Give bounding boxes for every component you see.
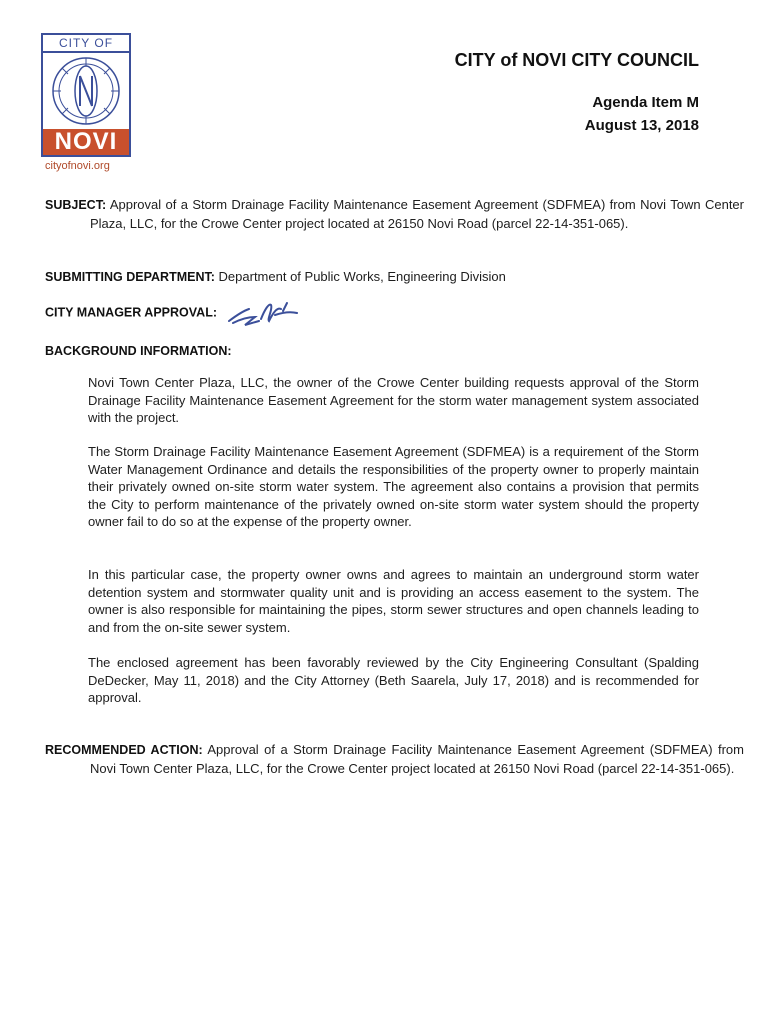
logo-novi-text: NOVI: [43, 129, 129, 155]
background-paragraph-4: The enclosed agreement has been favorably reviewed by the City Engineering Consultant (Spalding DeDecker, May 11, 2018) and the City Attorney (Beth Saarela, July 17, 2018) and is recommended for approval.: [88, 655, 699, 705]
submitting-department-text: Department of Public Works, Engineering Division: [218, 269, 506, 284]
city-logo: [41, 33, 137, 172]
city-manager-approval-label: CITY MANAGER APPROVAL:: [45, 305, 217, 320]
recommended-action-text: Approval of a Storm Drainage Facility Maintenance Easement Agreement (SDFMEA) from Novi Town Center Plaza, LLC, for the Crowe Center project located at 26150 Novi Road (parcel 22-14-351-065).: [90, 742, 744, 776]
page-title: CITY of NOVI CITY COUNCIL: [454, 50, 699, 70]
agenda-date: August 13, 2018: [584, 117, 699, 134]
subject-section: [45, 196, 744, 232]
background-paragraph-1: Novi Town Center Plaza, LLC, the owner of the Crowe Center building requests approval of the Storm Drainage Facility Maintenance Easement Agreement for the storm water management system associated with the project.: [88, 375, 699, 425]
submitting-department-label: SUBMITTING DEPARTMENT:: [45, 270, 215, 284]
recommended-action-label: RECOMMENDED ACTION:: [45, 743, 203, 757]
background-heading: [45, 342, 699, 361]
recommended-action-section: [45, 741, 744, 777]
background-paragraph-2: The Storm Drainage Facility Maintenance Easement Agreement (SDFMEA) is a requirement of the Storm Water Management Ordinance and details the responsibilities of the property owner to properly maintain their privately owned on-site storm water system. The agreement also contains a provision that permits the City to perform maintenance of the privately owned on-site storm water system should the property owner fail to do so at the expense of the property owner.: [88, 444, 699, 529]
subject-text: Approval of a Storm Drainage Facility Maintenance Easement Agreement (SDFMEA) from Novi Town Center Plaza, LLC, for the Crowe Center project located at 26150 Novi Road (parcel 22-14-351-065).: [90, 197, 744, 231]
signature-icon: [225, 299, 303, 327]
city-manager-approval-section: [45, 299, 699, 327]
submitting-department-section: [45, 268, 699, 287]
logo-city-of-text: CITY OF: [43, 35, 129, 53]
subject-label: SUBJECT:: [45, 198, 107, 212]
logo-emblem-icon: [46, 54, 126, 128]
logo-box: [41, 33, 131, 157]
background-paragraph-3: In this particular case, the property owner owns and agrees to maintain an underground storm water detention system and stormwater quality unit and is providing an access easement to the system. The owner is also responsible for maintaining the pipes, storm sewer structures and open channels leading to and from the on-site sewer system.: [88, 567, 699, 635]
background-label: BACKGROUND INFORMATION:: [45, 344, 232, 358]
logo-url: cityofnovi.org: [45, 160, 110, 172]
agenda-item: Agenda Item M: [592, 94, 699, 111]
